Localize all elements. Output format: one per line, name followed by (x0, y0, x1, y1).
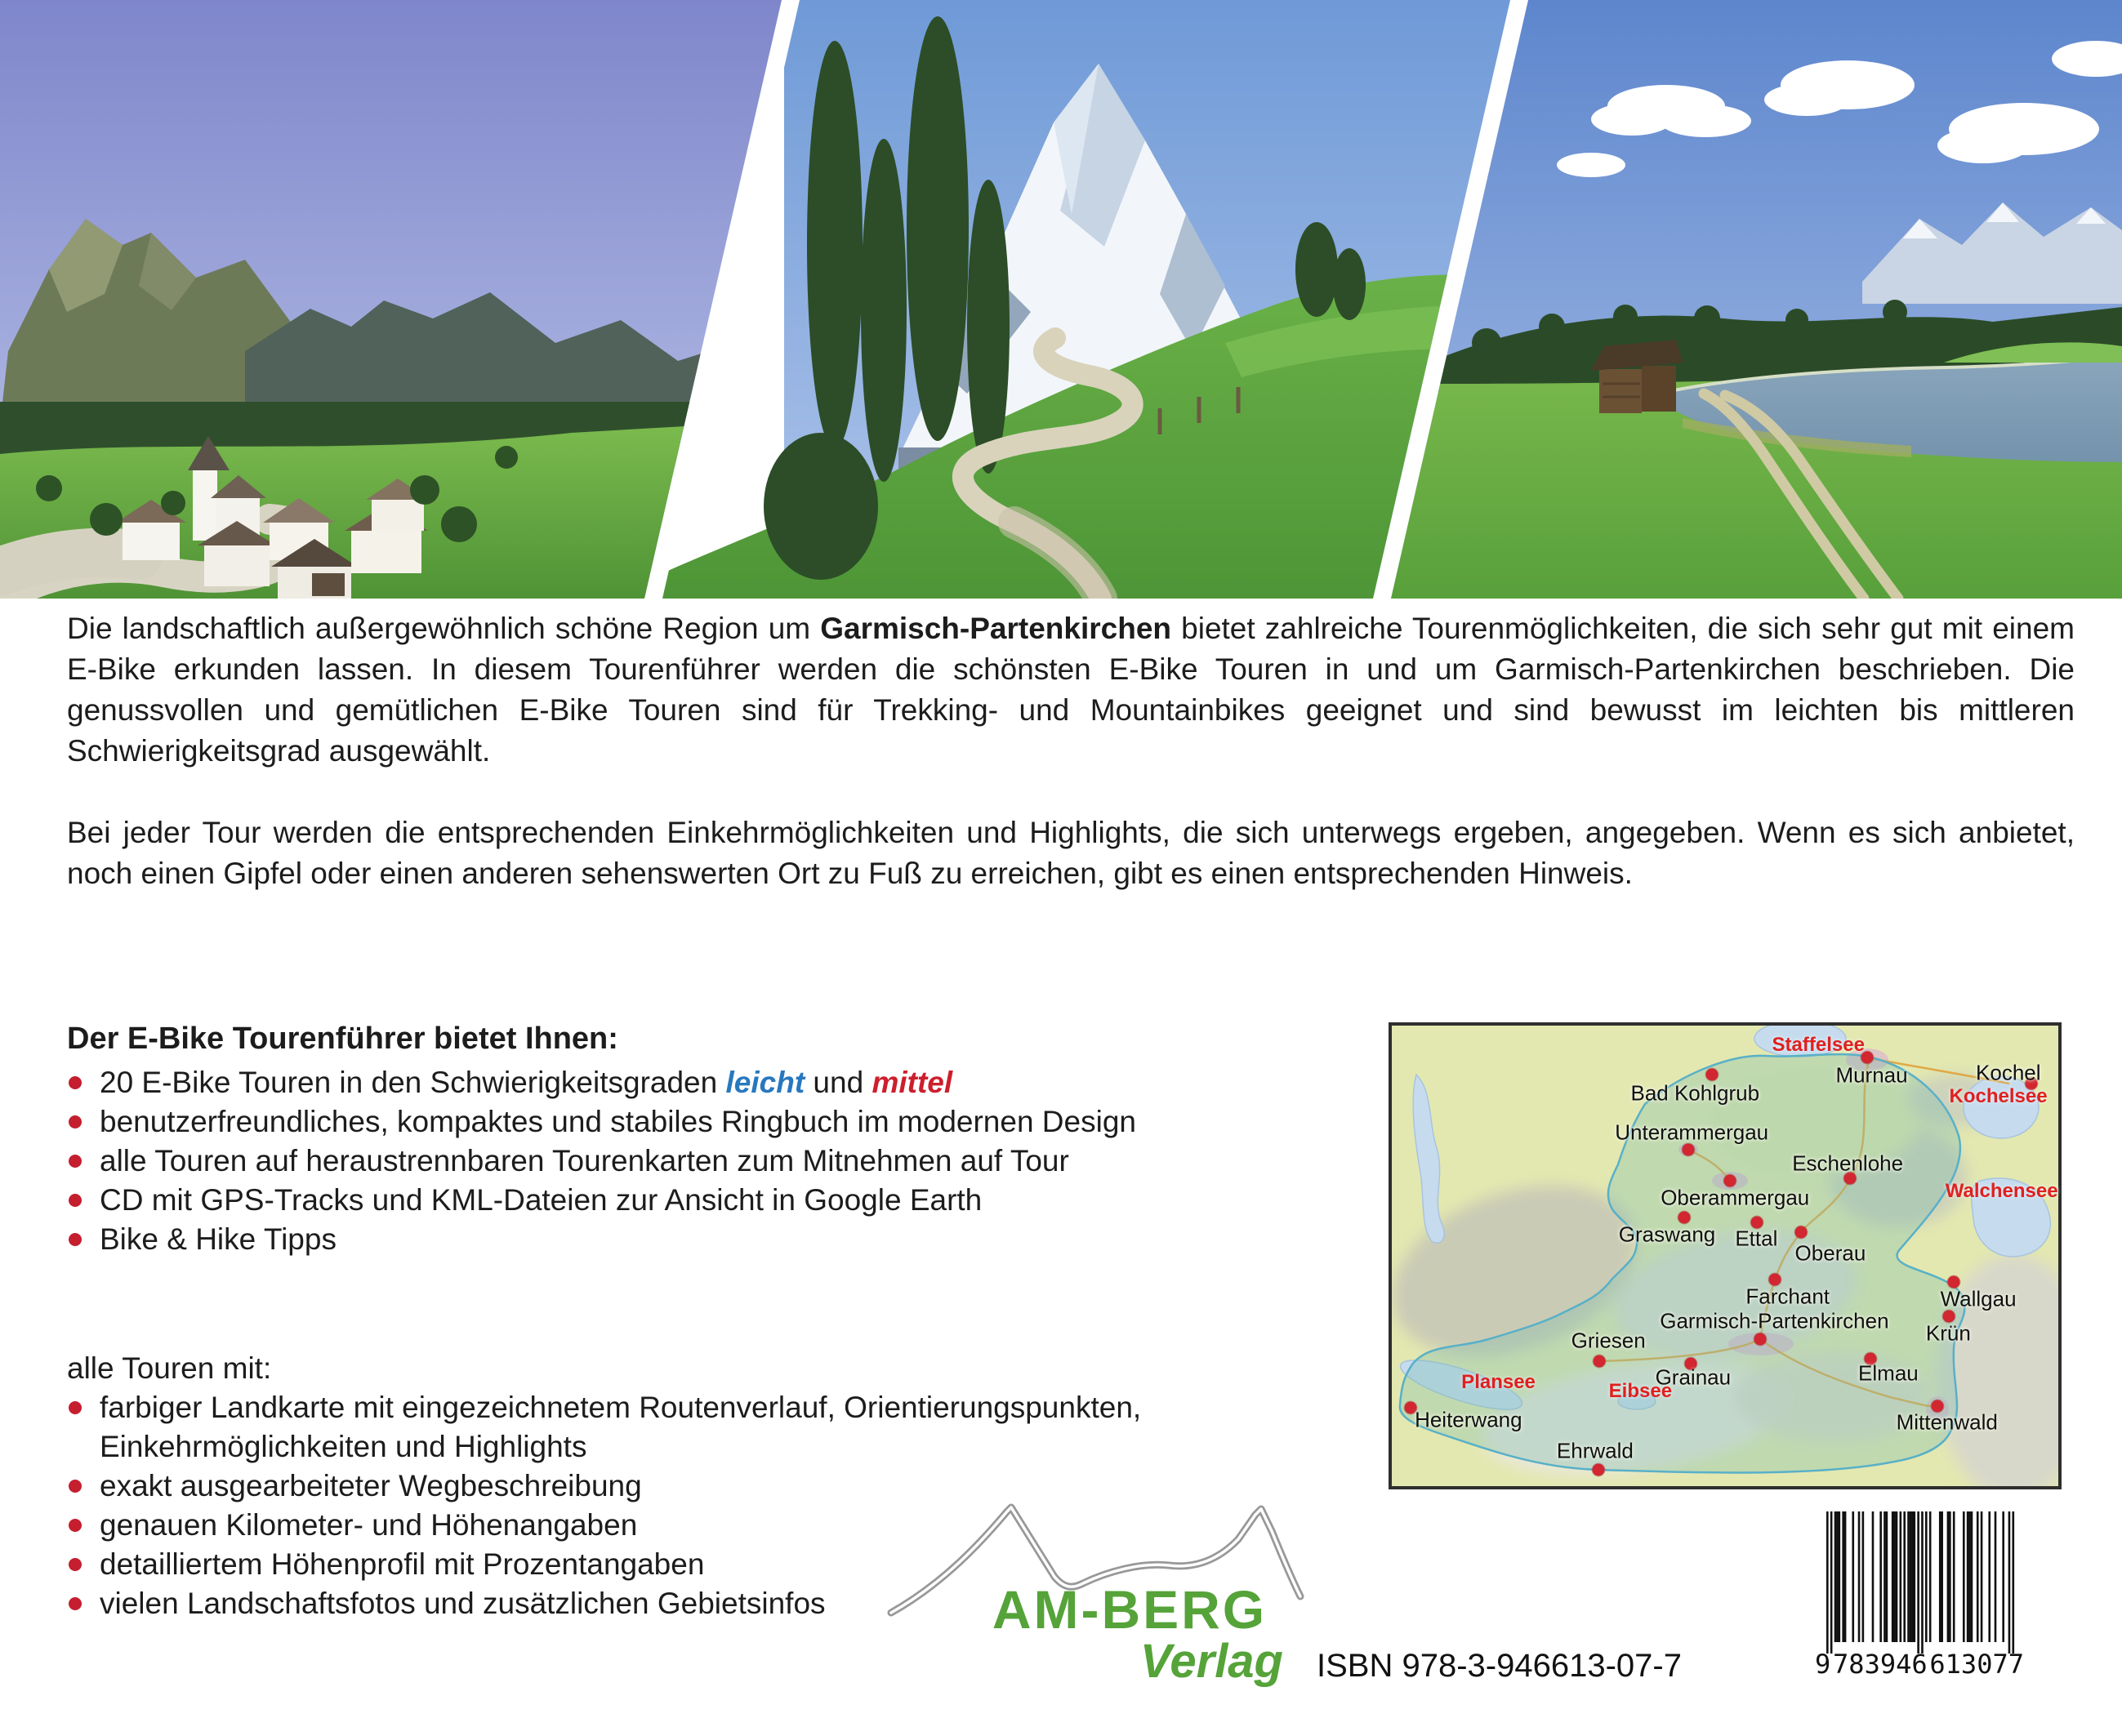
town-label: Wallgau (1940, 1286, 2017, 1311)
publisher-logo (886, 1497, 1311, 1701)
feature-text: 20 E-Bike Touren in den Schwierigkeitsgraden (100, 1066, 726, 1099)
features-heading: Der E-Bike Tourenführer bietet Ihnen: (67, 1022, 618, 1056)
wooden-hut (1591, 340, 1683, 413)
town-label: Bad Kohlgrub (1630, 1080, 1760, 1106)
feature-item (67, 1220, 1374, 1259)
isbn-barcode (1815, 1511, 2024, 1685)
tour-detail-text: farbiger Landkarte mit eingezeichnetem Routenverlauf, Orientierungspunkten, Einkehrmöglichkeiten und Highlights (100, 1391, 1142, 1463)
bullet-dot-icon (69, 1155, 82, 1168)
town-label: Oberammergau (1661, 1185, 1810, 1210)
bullet-dot-icon (69, 1558, 82, 1571)
town-dot (1593, 1355, 1605, 1368)
feature-text: und (805, 1066, 872, 1099)
town-dot (1683, 1144, 1695, 1156)
town-label: Eschenlohe (1792, 1151, 1904, 1176)
isbn-text: ISBN 978-3-946613-07-7 (1317, 1648, 1682, 1684)
lake-label: Plansee (1461, 1371, 1536, 1394)
bullet-dot-icon (69, 1401, 82, 1414)
feature-text: benutzerfreundliches, kompaktes und stabiles Ringbuch im modernen Design (100, 1105, 1136, 1138)
town-label: Farchant (1745, 1284, 1830, 1309)
town-dot (1795, 1226, 1808, 1239)
town-dot (1705, 1068, 1718, 1080)
feature-item (67, 1102, 1374, 1142)
barcode-digit-group: 783946 (1833, 1649, 1928, 1680)
town-label: Ettal (1735, 1226, 1778, 1251)
lake-label: Kochelsee (1949, 1084, 2048, 1107)
town-label: Krün (1925, 1320, 1971, 1346)
tour-detail-text: exakt ausgearbeiteter Wegbeschreibung (100, 1469, 642, 1502)
intro-text: Die landschaftlich außergewöhnlich schöne Region um (67, 612, 821, 645)
town-label: Mittenwald (1896, 1409, 1998, 1435)
town-label: Oberau (1794, 1240, 1866, 1266)
difficulty-leicht: leicht (725, 1066, 805, 1099)
tour-detail-item (67, 1388, 1317, 1467)
town-label: Heiterwang (1415, 1407, 1522, 1432)
town-label: Elmau (1858, 1360, 1919, 1386)
bullet-dot-icon (69, 1519, 82, 1532)
town-label: Garmisch-Partenkirchen (1660, 1308, 1889, 1333)
bullet-dot-icon (69, 1194, 82, 1207)
difficulty-mittel: mittel (872, 1066, 953, 1099)
feature-item (67, 1181, 1374, 1220)
feature-item-difficulty (67, 1063, 1374, 1102)
barcode-digit-group: 613077 (1929, 1649, 2024, 1680)
feature-item (67, 1142, 1374, 1181)
tour-detail-text: genauen Kilometer- und Höhenangaben (100, 1508, 638, 1542)
bullet-dot-icon (69, 1115, 82, 1128)
bullet-dot-icon (69, 1597, 82, 1610)
bullet-dot-icon (69, 1076, 82, 1089)
publisher-name: AM-BERG (992, 1579, 1268, 1640)
town-label: Unterammergau (1615, 1119, 1769, 1145)
town-label: Griesen (1571, 1328, 1646, 1353)
tour-detail-text: vielen Landschaftsfotos und zusätzlichen Gebietsinfos (100, 1587, 826, 1620)
bullet-dot-icon (69, 1233, 82, 1246)
bullet-dot-icon (69, 1480, 82, 1493)
town-label: Ehrwald (1556, 1438, 1634, 1463)
intro-text-cont: bietet zahlreiche Tourenmöglichkeiten, die sich sehr gut mit einem E-Bike erkunden lassen. In diesem Tourenführer werden die schönsten E-Bike Touren in und um Garmisch-Partenkirchen beschrieben. Die genussvollen und gemütlichen E-Bike Touren sind für Trekking- und Mountainbikes geeignet und sind bewusst im leichten bis mittleren Schwierigkeitsgrad ausgewählt. (67, 612, 2075, 768)
photo-strip (0, 0, 2122, 599)
intro-paragraph-1 (67, 608, 2075, 772)
intro-bold-region: Garmisch-Partenkirchen (820, 612, 1172, 645)
town-label: Graswang (1618, 1222, 1716, 1247)
features-section (67, 1019, 1374, 1259)
feature-text: Bike & Hike Tipps (100, 1222, 337, 1256)
town-label: Grainau (1655, 1364, 1732, 1390)
tour-detail-text: detailliertem Höhenprofil mit Prozentangaben (100, 1547, 705, 1581)
feature-text: CD mit GPS-Tracks und KML-Dateien zur Ansicht in Google Earth (100, 1183, 983, 1217)
town-label: Murnau (1835, 1062, 1908, 1088)
publisher-name-line2: Verlag (1139, 1635, 1283, 1688)
tour-details-heading: alle Touren mit: (67, 1351, 272, 1385)
town-label: Kochel (1976, 1060, 2041, 1085)
barcode-bars (1826, 1511, 2035, 1654)
town-dot (1592, 1464, 1604, 1476)
barcode-digit-lead: 9 (1815, 1649, 1831, 1680)
lake-label: Eibsee (1608, 1380, 1673, 1403)
barcode-digits (1815, 1649, 2024, 1680)
intro-paragraph-2: Bei jeder Tour werden die entsprechenden Einkehrmöglichkeiten und Highlights, die sich unterwegs ergeben, angegeben. Wenn es sich anbietet, noch einen Gipfel oder einen anderen sehenswerten Ort zu Fuß zu erreichen, gibt es einen entsprechenden Hinweis. (67, 816, 2075, 890)
region-map (1389, 1022, 2062, 1489)
lake-label: Staffelsee (1772, 1034, 1865, 1057)
feature-text: alle Touren auf heraustrennbaren Tourenkarten zum Mitnehmen auf Tour (100, 1144, 1069, 1177)
town-dot (1754, 1333, 1767, 1346)
lake-label: Walchensee (1945, 1180, 2058, 1203)
